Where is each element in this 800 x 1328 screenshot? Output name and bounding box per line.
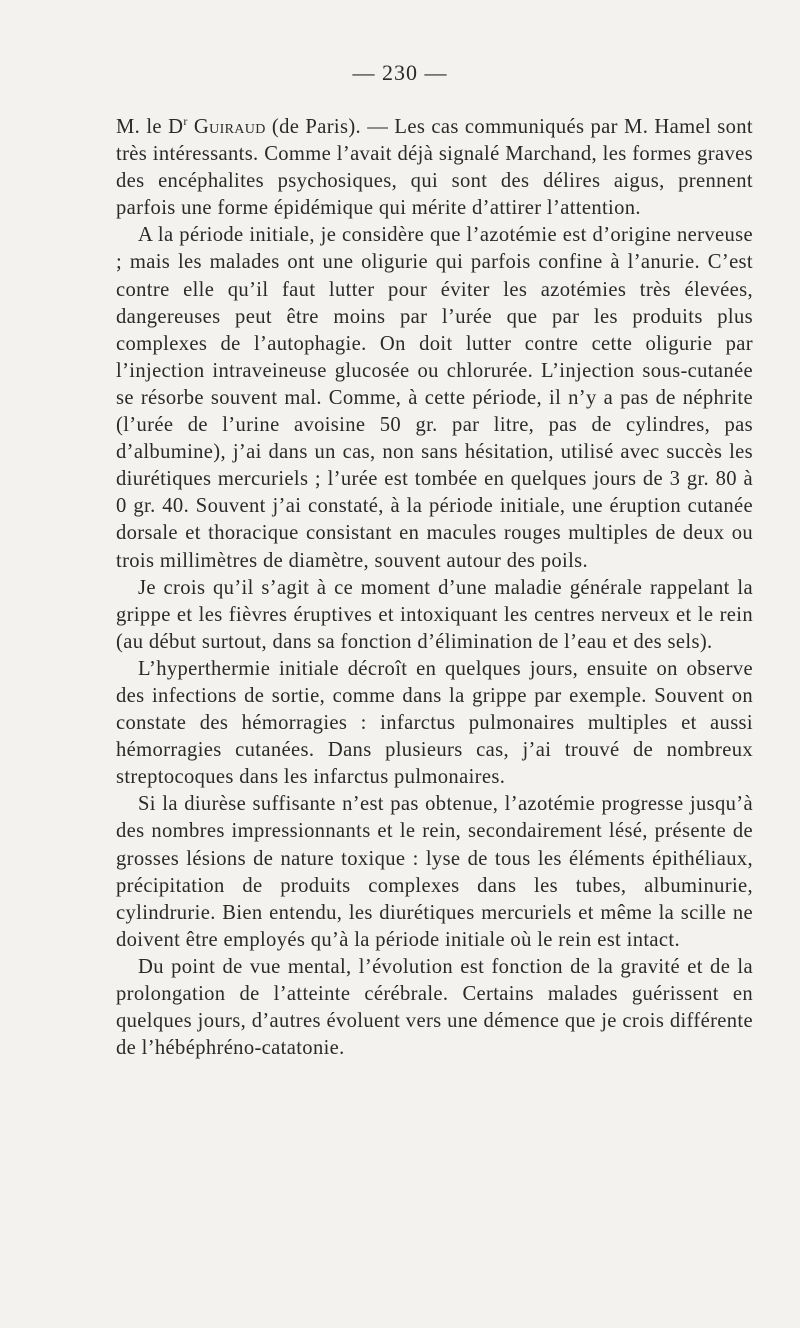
paragraph-general-disease: Je crois qu’il s’agit à ce moment d’une maladie générale rappelant la grippe et les fièvres éruptives et intoxiquant les centres nerveux et le rein (au début surtout, dans sa fonction d’élimination de l’eau et des sels). xyxy=(116,576,753,653)
speaker-title-sup: r xyxy=(183,114,188,128)
speaker-prefix: M. le D xyxy=(116,116,184,138)
intro-text: (de Paris). — Les cas communiqués par M. Hamel sont très intéressants. Comme l’avait déjà signalé Marchand, les formes graves des encéphalites psychosiques, qui sont des délires aigus, prennent parfois une forme épidémique qui mérite d’attirer l’attention. xyxy=(116,116,753,220)
paragraph-mental-evolution: Du point de vue mental, l’évolution est fonction de la gravité et de la prolongation de l’atteinte cérébrale. Certains malades guérissent en quelques jours, d’autres évoluent vers une démence que je crois différente de l’hébéphréno-catatonie. xyxy=(116,955,753,1060)
page-number: — 230 — xyxy=(352,60,448,85)
paragraph-diuresis: Si la diurèse suffisante n’est pas obtenue, l’azotémie progresse jusqu’à des nombres impressionnants et le rein, secondairement lésé, présente de grosses lésions de nature toxique : lyse de tous les éléments épithéliaux, précipitation de produits complexes dans les tubes, albuminurie, cylindrurie. Bien entendu, les diurétiques mercuriels et même la scille ne doivent être employés qu’à la période initiale où le rein est intact. xyxy=(116,793,753,951)
paragraph-hyperthermia: L’hyperthermie initiale décroît en quelques jours, ensuite on observe des infections de sortie, comme dans la grippe par exemple. Souvent on constate des hémorragies : infarctus pulmonaires multiples et aussi hémorragies cutanées. Dans plusieurs cas, j’ai trouvé de nombreux streptocoques dans les infarctus pulmonaires. xyxy=(116,657,753,789)
paragraph-initial-period: A la période initiale, je considère que l’azotémie est d’origine nerveuse ; mais les malades ont une oligurie qui parfois confine à l’anurie. C’est contre elle qu’il faut lutter pour éviter les azotémies très élevées, dangereuses peut être moins par l’urée que par les produits plus complexes de l’autophagie. On doit lutter contre cette oligurie par l’injection intraveineuse glucosée ou chlorurée. L’injection sous-cutanée se résorbe souvent mal. Comme, à cette période, il n’y a pas de néphrite (l’urée de l’urine avoisine 50 gr. par litre, pas de cylindres, pas d’albumine), j’ai dans un cas, non sans hésitation, utilisé avec succès les diurétiques mercuriels ; l’urée est tombée en quelques jours de 3 gr. 80 à 0 gr. 40. Souvent j’ai constaté, à la période initiale, une éruption cutanée dorsale et thoracique consistant en macules rouges multiples de deux ou trois millimètres de diamètre, souvent autour des poils. xyxy=(116,224,753,572)
speaker-name: Guiraud xyxy=(193,116,266,138)
body-text xyxy=(116,114,753,1062)
intro-paragraph xyxy=(116,114,753,222)
